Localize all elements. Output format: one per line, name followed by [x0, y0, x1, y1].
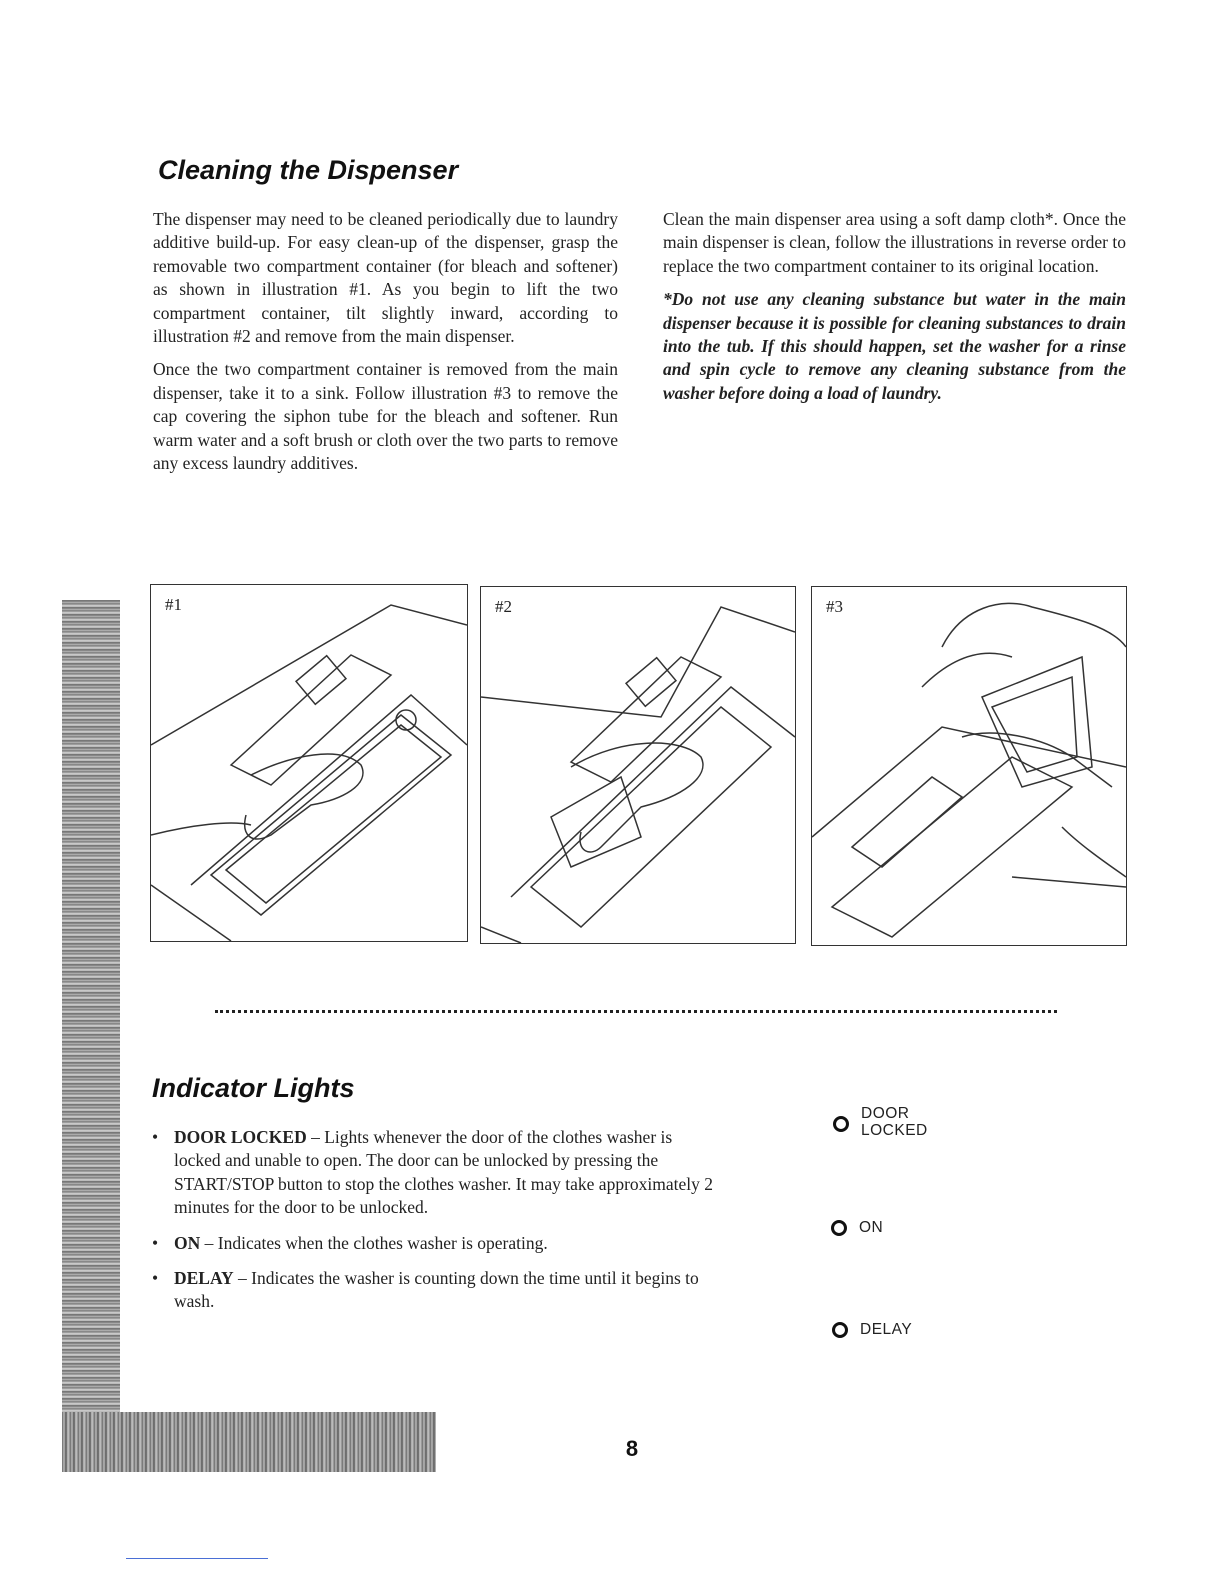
paragraph: Once the two compartment container is removed from the main dispenser, take it to a sink. Follow illustration #3 to remove the cap covering the siphon tube for the bleach and softener. Run warm water and a soft brush or cloth over the two parts to remove any excess laundry additives.: [153, 359, 618, 474]
indicator-list: [148, 1126, 713, 1326]
right-column: [663, 208, 1126, 415]
section-divider: [215, 1010, 1057, 1013]
warning-note: *Do not use any cleaning substance but water in the main dispenser because it is possible for cleaning substances to drain into the tub. If this should happen, set the washer for a rinse and spin cycle to remove any cleaning substance from the washer before doing a load of laundry.: [663, 289, 1126, 403]
bottom-rule: [126, 1558, 268, 1559]
section-title-indicator-lights: Indicator Lights: [152, 1073, 355, 1103]
indicator-lamp-icon: [833, 1116, 849, 1132]
list-item: [148, 1232, 713, 1255]
illustration-3: [811, 586, 1127, 946]
indicator-door-locked: [833, 1105, 928, 1139]
term-door-locked: DOOR LOCKED: [174, 1127, 307, 1147]
indicator-label: DELAY: [860, 1321, 913, 1338]
illustration-1-drawing: [151, 585, 467, 941]
term-on: ON: [174, 1232, 201, 1253]
indicator-label: DOOR: [861, 1105, 910, 1122]
description: – Indicates the washer is counting down the time until it begins to wash.: [174, 1268, 699, 1312]
illustration-2-drawing: [481, 587, 795, 943]
left-column: [153, 208, 618, 485]
indicator-on: [831, 1219, 883, 1236]
paragraph: Clean the main dispenser area using a soft damp cloth*. Once the main dispenser is clean, follow the illustrations in reverse order to replace the two compartment container to its original location.: [663, 209, 1126, 276]
decorative-bottom-bar: [62, 1412, 436, 1472]
indicator-label: ON: [859, 1219, 884, 1236]
illustration-2: [480, 586, 796, 944]
illustration-label: #3: [826, 597, 843, 616]
indicator-label: LOCKED: [861, 1122, 928, 1139]
indicator-delay: [832, 1321, 912, 1338]
list-item: [148, 1126, 713, 1220]
section-title-cleaning-dispenser: Cleaning the Dispenser: [158, 155, 459, 185]
paragraph: The dispenser may need to be cleaned periodically due to laundry additive build-up. For easy clean-up of the dispenser, grasp the removable two compartment container (for bleach and softener) as shown in illustration #1. As you begin to lift the two compartment container, tilt slightly inward, according to illustration #2 and remove from the main dispenser.: [153, 209, 618, 347]
illustration-label: #2: [495, 597, 512, 616]
indicator-lamp-icon: [832, 1322, 848, 1338]
decorative-side-bar: [62, 600, 120, 1472]
illustration-label: #1: [165, 595, 182, 614]
description: – Lights whenever the door of the clothes washer is locked and unable to open. The door can be unlocked by pressing the START/STOP button to stop the clothes washer. It may take approximately 2 minutes for the door to be unlocked.: [174, 1127, 714, 1218]
description: – Indicates when the clothes washer is operating.: [200, 1232, 548, 1253]
indicator-lamp-icon: [831, 1220, 847, 1236]
page-number: 8: [625, 1436, 639, 1461]
illustration-3-drawing: [812, 587, 1126, 945]
illustration-1: [150, 584, 468, 942]
term-delay: DELAY: [174, 1268, 234, 1289]
list-item: [148, 1267, 713, 1314]
